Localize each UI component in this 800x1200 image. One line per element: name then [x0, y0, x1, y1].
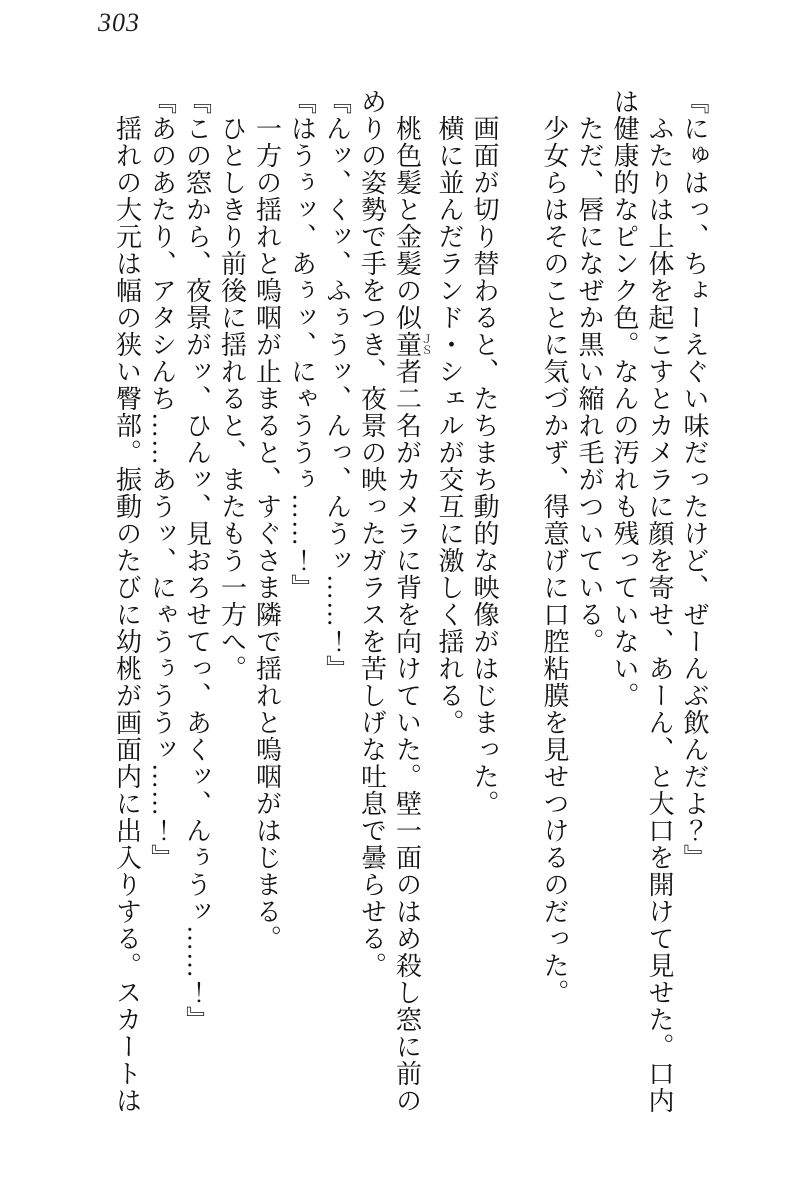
- ruby-pre-text: 桃色髪と金髪の: [392, 115, 422, 304]
- dialogue-line: 『この窓から、夜景がッ、ひんッ、見おろせてっ、あくッ、んぅうッ……！』: [182, 88, 212, 1033]
- dialogue-line: 『にゅはっ、ちょーえぐい味だったけど、ぜーんぶ飲んだよ？』: [680, 88, 709, 871]
- text-line: ただ、唇になぜか黒い縮れ毛がついている。: [575, 115, 604, 655]
- dialogue-line: 『あのあたり、アタシんち……あうッ、にゃうぅううッ……！』: [147, 88, 177, 871]
- text-block: [110, 88, 713, 1128]
- text-line: ひとしきり前後に揺れると、またもう一方へ。: [217, 115, 247, 682]
- text-line: は健康的なピンク色。なんの汚れも残っていない。: [610, 88, 639, 709]
- text-line: 少女らはそのことに気づかず、得意げに口腔粘膜を見せつけるのだった。: [540, 115, 569, 1006]
- text-line: ふたりは上体を起こすとカメラに顔を寄せ、あーん、と大口を開けて見せた。口内: [645, 115, 674, 1114]
- text-line: 横に並んだランド・シェルが交互に激しく揺れる。: [435, 115, 464, 736]
- dialogue-line: 『はうぅッ、あぅッ、にゃううぅ……！』: [287, 88, 317, 601]
- ruby-base: 似童者: [392, 304, 422, 385]
- text-line: 揺れの大元は幅の狭い臀部。振動のたびに幼桃が画面内に出入りする。スカートは: [112, 115, 142, 1114]
- ruby-annotated-word: [392, 304, 432, 385]
- page-number: 303: [98, 8, 140, 37]
- dialogue-line: 『んッ、くッ、ふぅうッ、んっ、んうッ……！』: [322, 88, 352, 682]
- blank-line: [502, 88, 537, 1128]
- ruby-text: ＪＳ: [420, 304, 432, 385]
- text-line: めりの姿勢で手をつき、夜景の映ったガラスを苦しげな吐息で曇らせる。: [357, 88, 387, 979]
- ruby-post-text: 二名がカメラに背を向けていた。壁一面のはめ殺し窓に前の: [392, 385, 422, 1114]
- text-line: 一方の揺れと嗚咽が止まると、すぐさま隣で揺れと嗚咽がはじまる。: [252, 115, 282, 952]
- text-line: 画面が切り替わると、たちまち動的な映像がはじまった。: [470, 115, 499, 817]
- text-line-with-ruby: [390, 88, 433, 1128]
